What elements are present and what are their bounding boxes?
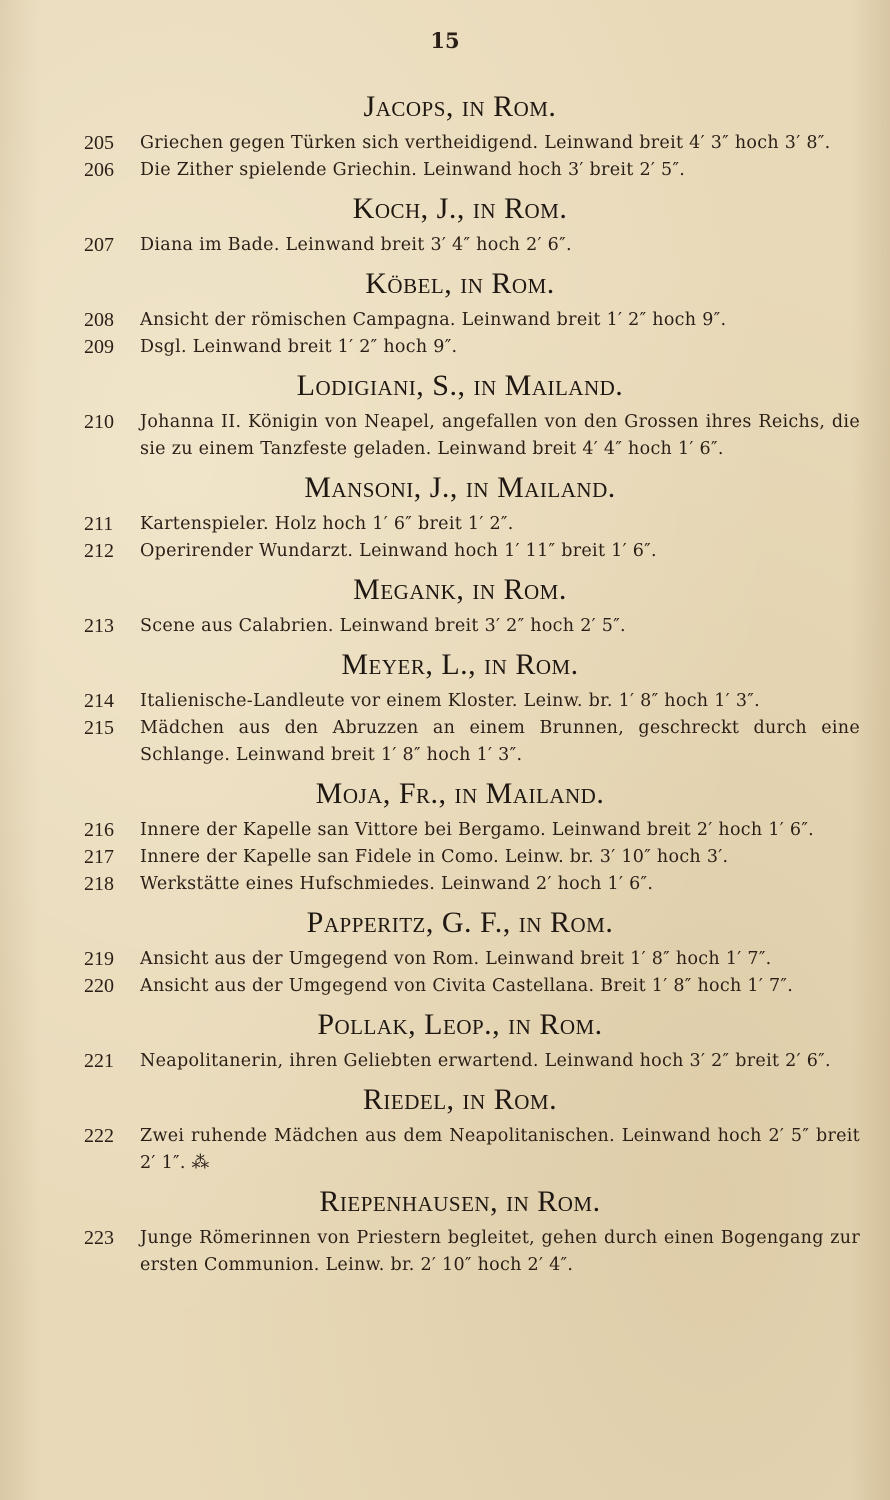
catalog-entry [60, 130, 860, 157]
entry-description: Innere der Kapelle san Vittore bei Bergamo. Leinwand breit 2′ hoch 1′ 6″. [140, 820, 815, 840]
entry-description: Innere der Kapelle san Fidele in Como. Leinw. br. 3′ 10″ hoch 3′. [140, 847, 729, 867]
entry-description: Kartenspieler. Holz hoch 1′ 6″ breit 1′ 2″. [140, 514, 514, 534]
catalog-entry [60, 1225, 860, 1279]
entry-number: 208 [84, 309, 114, 331]
entry-description: Ansicht der römischen Campagna. Leinwand breit 1′ 2″ hoch 9″. [140, 310, 727, 330]
catalog-entry [60, 973, 860, 1000]
entry-number: 206 [84, 159, 114, 181]
catalog-entry [60, 613, 860, 640]
entry-number: 214 [84, 690, 114, 712]
entry-description: Griechen gegen Türken sich vertheidigend. Leinwand breit 4′ 3″ hoch 3′ 8″. [140, 133, 831, 153]
catalog-entry [60, 871, 860, 898]
entry-description: Zwei ruhende Mädchen aus dem Neapolitanischen. Leinwand hoch 2′ 5″ breit 2′ 1″. ⁂ [140, 1126, 860, 1173]
artist-heading: Megank, in Rom. [353, 573, 567, 606]
catalog-entry [60, 715, 860, 769]
entry-description: Ansicht aus der Umgegend von Rom. Leinwand breit 1′ 8″ hoch 1′ 7″. [140, 949, 772, 969]
entry-number: 222 [84, 1125, 114, 1147]
artist-heading: Koch, J., in Rom. [352, 192, 568, 225]
entry-description: Mädchen aus den Abruzzen an einem Brunnen, geschreckt durch eine Schlange. Leinwand breit 1′ 8″ hoch 1′ 3″. [140, 718, 860, 765]
entry-description: Scene aus Calabrien. Leinwand breit 3′ 2″ hoch 2′ 5″. [140, 616, 626, 636]
catalog-entry [60, 538, 860, 565]
catalog-entry [60, 232, 860, 259]
artist-heading: Köbel, in Rom. [365, 267, 555, 300]
entry-description: Dsgl. Leinwand breit 1′ 2″ hoch 9″. [140, 337, 458, 357]
page-number: 15 [430, 28, 460, 53]
entry-number: 213 [84, 615, 114, 637]
catalog-entry [60, 307, 860, 334]
entry-description: Die Zither spielende Griechin. Leinwand hoch 3′ breit 2′ 5″. [140, 160, 686, 180]
artist-heading: Mansoni, J., in Mailand. [304, 471, 616, 504]
catalog-entry [60, 688, 860, 715]
entry-number: 215 [84, 717, 114, 739]
entry-description: Werkstätte eines Hufschmiedes. Leinwand 2′ hoch 1′ 6″. [140, 874, 654, 894]
catalog-entry [60, 1123, 860, 1177]
entry-number: 219 [84, 948, 114, 970]
entry-number: 223 [84, 1227, 114, 1249]
entry-number: 218 [84, 873, 114, 895]
entry-number: 207 [84, 234, 114, 256]
entry-description: Operirender Wundarzt. Leinwand hoch 1′ 11″ breit 1′ 6″. [140, 541, 657, 561]
entry-description: Junge Römerinnen von Priestern begleitet, gehen durch einen Bogengang zur ersten Communion. Leinw. br. 2′ 10″ hoch 2′ 4″. [140, 1228, 860, 1275]
entry-number: 210 [84, 411, 114, 433]
entry-description: Neapolitanerin, ihren Geliebten erwartend. Leinwand hoch 3′ 2″ breit 2′ 6″. [140, 1051, 831, 1071]
entry-number: 221 [84, 1050, 114, 1072]
entry-description: Ansicht aus der Umgegend von Civita Castellana. Breit 1′ 8″ hoch 1′ 7″. [140, 976, 794, 996]
catalog-entry [60, 511, 860, 538]
entry-number: 220 [84, 975, 114, 997]
artist-heading: Papperitz, G. F., in Rom. [306, 906, 614, 939]
artist-heading: Meyer, L., in Rom. [341, 648, 579, 681]
entry-description: Diana im Bade. Leinwand breit 3′ 4″ hoch 2′ 6″. [140, 235, 572, 255]
catalog-entry [60, 1048, 860, 1075]
catalog-content [60, 82, 860, 1279]
catalog-entry [60, 946, 860, 973]
entry-number: 209 [84, 336, 114, 358]
entry-number: 216 [84, 819, 114, 841]
catalog-entry [60, 844, 860, 871]
entry-number: 212 [84, 540, 114, 562]
entry-number: 211 [84, 513, 114, 535]
artist-heading: Moja, Fr., in Mailand. [315, 777, 605, 810]
catalog-entry [60, 817, 860, 844]
entry-description: Johanna II. Königin von Neapel, angefallen von den Grossen ihres Reichs, die sie zu einem Tanzfeste geladen. Leinwand breit 4′ 4″ hoch 1′ 6″. [140, 412, 860, 459]
artist-heading: Riepenhausen, in Rom. [319, 1185, 601, 1218]
entry-number: 205 [84, 132, 114, 154]
artist-heading: Pollak, Leop., in Rom. [317, 1008, 603, 1041]
catalog-entry [60, 334, 860, 361]
entry-number: 217 [84, 846, 114, 868]
artist-heading: Lodigiani, S., in Mailand. [296, 369, 624, 402]
artist-heading: Jacops, in Rom. [363, 90, 557, 123]
entry-description: Italienische-Landleute vor einem Kloster. Leinw. br. 1′ 8″ hoch 1′ 3″. [140, 691, 760, 711]
catalog-entry [60, 409, 860, 463]
artist-heading: Riedel, in Rom. [362, 1083, 558, 1116]
catalog-entry [60, 157, 860, 184]
